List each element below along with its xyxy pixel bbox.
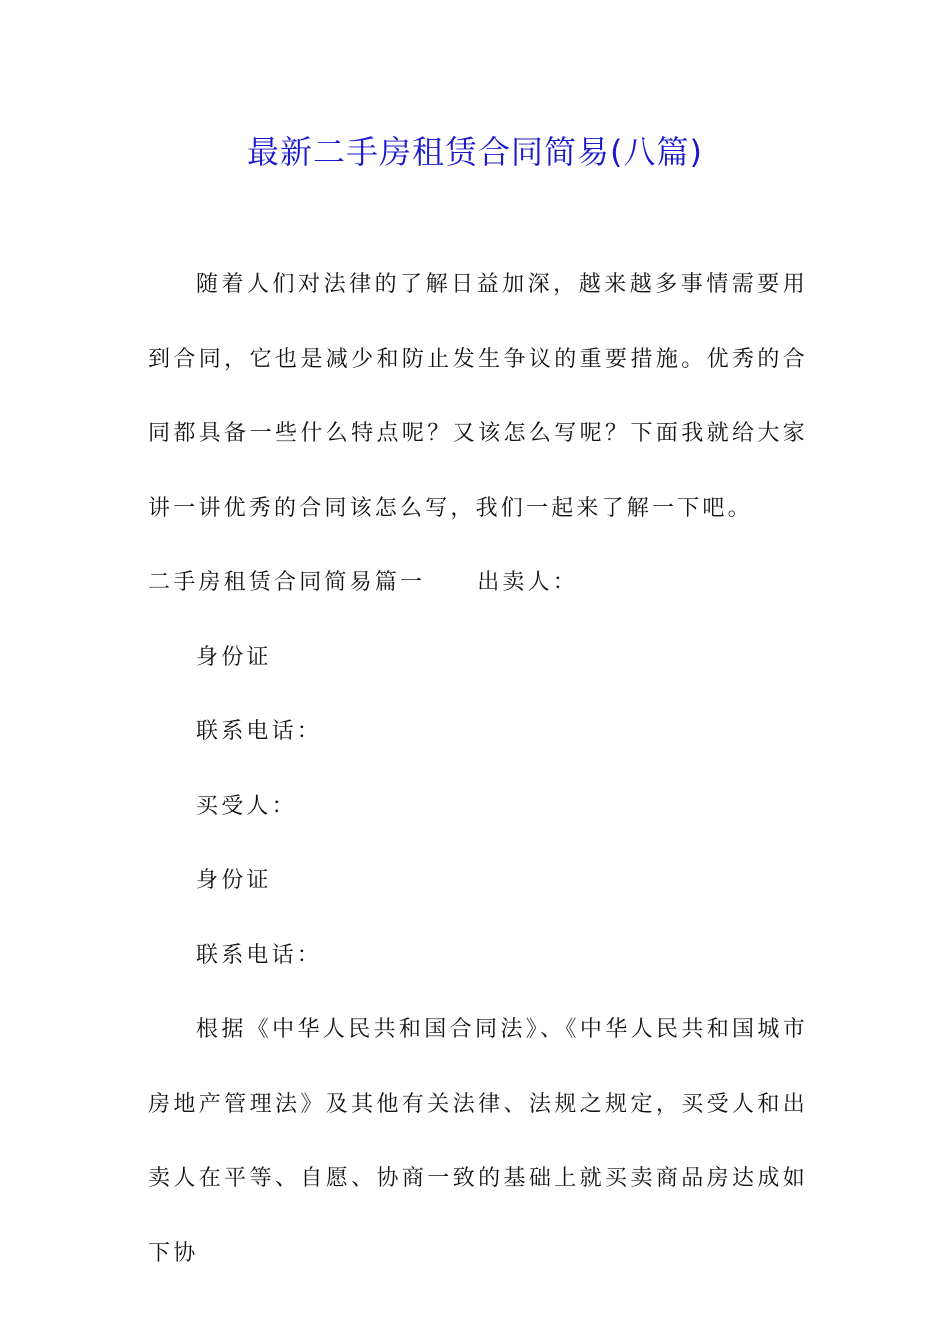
id-card-field-seller: 身份证 [196,644,272,670]
document-body [148,248,808,1291]
phone-field-seller: 联系电话： [196,719,323,744]
id-card-field-buyer: 身份证 [196,868,272,893]
document-title: 最新二手房租赁合同简易(八篇) [247,133,703,171]
seller-label: 出卖人： [477,570,579,595]
intro-paragraph: 随着人们对法律的了解日益加深，越来越多事情需要用到合同，它也是减少和防止发生争议的重要措施。优秀的合同都具备一些什么特点呢？又该怎么写呢？下面我就给大家讲一讲优秀的合同该怎么写，我们一起来了解一下吧。 [148,272,808,521]
section-heading-line [148,546,808,621]
phone-field-buyer: 联系电话： [196,942,323,968]
section-heading: 二手房租赁合同简易篇一 [148,570,426,595]
buyer-label: 买受人： [196,793,297,819]
clause-paragraph: 根据《中华人民共和国合同法》、《中华人民共和国城市房地产管理法》及其他有关法律、法规之规定，买受人和出卖人在平等、自愿、协商一致的基础上就买卖商品房达成如下协 [148,1017,808,1266]
